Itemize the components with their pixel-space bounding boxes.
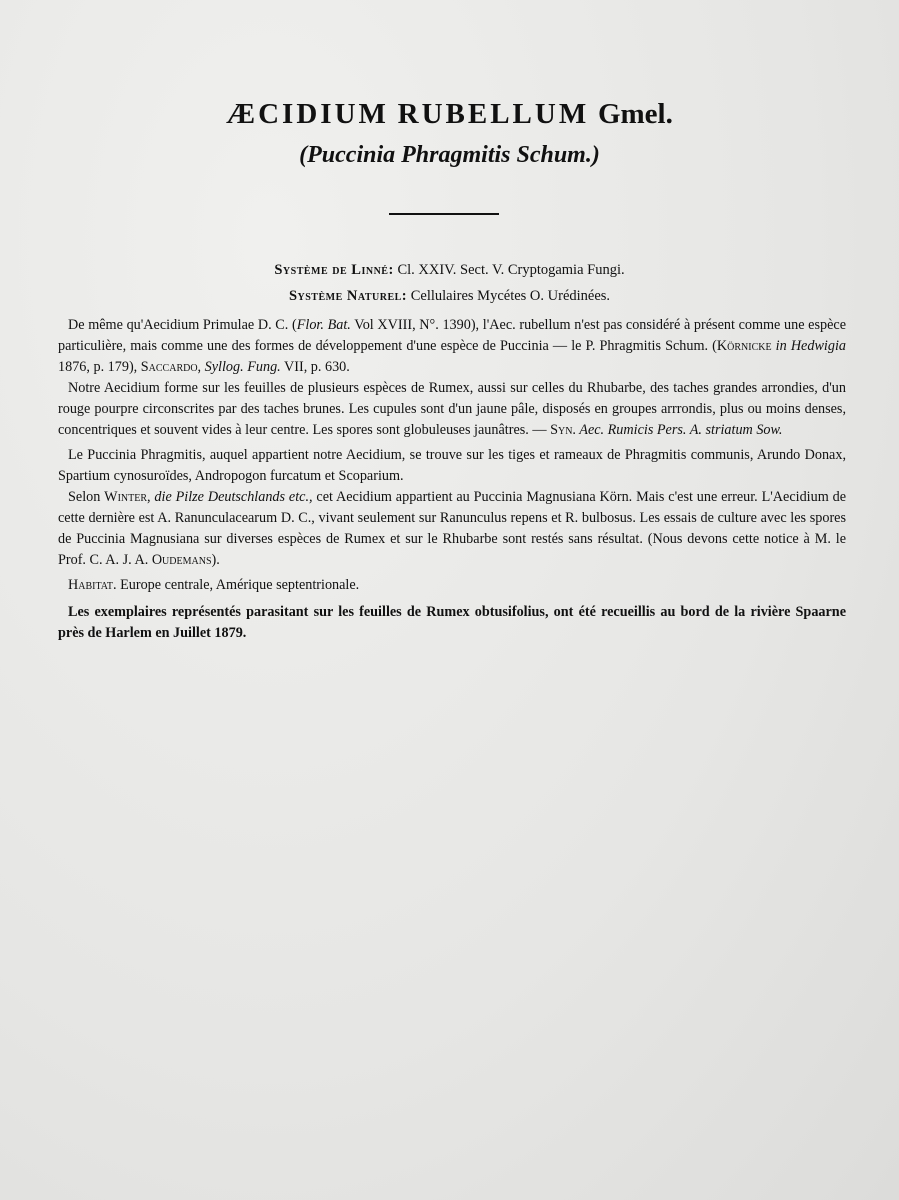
paragraph-2	[58, 378, 846, 441]
habitat-text: Europe centrale, Amérique septentrionale.	[116, 577, 360, 593]
p4-text-b: cet Aecidium appartient au Puccinia Magnusiana Körn. Mais c'est une erreur. L'Aecidium de cette dernière est A. Ranunculacearum D. C., vivant seulement sur Ranunculus repens et R. bulbosus. Les essais de culture avec les spores de Puccinia Magnusiana sur diverses espèces de Rumex et sur le Rhubarbe sont restés sans résultat. (Nous devons cette notice à M. le Prof. C. A. J. A.	[58, 489, 846, 568]
paragraph-1	[58, 315, 846, 378]
p2-syn: Syn.	[550, 422, 576, 438]
p1-text-c: 1876, p. 179),	[58, 359, 141, 375]
paragraph-6: Les exemplaires représentés parasitant sur les feuilles de Rumex obtusifolius, ont été recueillis au bord de la rivière Spaarne près de Harlem en Juillet 1879.	[58, 604, 846, 641]
p2-text-a: Notre Aecidium forme sur les feuilles de plusieurs espèces de Rumex, aussi sur celles du Rhubarbe, des taches grandes arrondies, d'un rouge pourpre circonscrites par des taches brunes. Les cupules sont d'un jaune pâle, disposés en groupes arrrondis, plus ou moins denses, concentriques et souvent vides à leur centre. Les spores sont globuleuses jaunâtres. —	[58, 380, 846, 438]
title-divider	[389, 213, 499, 215]
systeme-linne-line	[0, 262, 899, 279]
title-species: RUBELLUM	[397, 98, 590, 130]
page-title	[0, 98, 899, 131]
p2-synonyms: Aec. Rumicis Pers. A. striatum Sow.	[575, 422, 783, 438]
p4-text-a: Selon	[68, 489, 105, 505]
p4-oudemans: Oudemans	[151, 552, 212, 568]
p1-flor-bat: Flor. Bat.	[296, 317, 351, 333]
p1-text-b: Vol XVIII, N°. 1390), l'Aec. rubellum n'est pas considéré à présent comme une espèce particulière, mais comme une des formes de développement d'une espèce de Puccinia — le P. Phragmitis Schum. (	[58, 317, 846, 354]
systeme-linne-label: Système de Linné:	[274, 262, 394, 278]
p1-text-d: VII, p. 630.	[280, 359, 350, 375]
habitat-label: Habitat.	[68, 577, 117, 593]
title-author: Gmel.	[597, 98, 673, 130]
p1-hedwigia: in Hedwigia	[771, 338, 846, 354]
paragraph-4	[58, 487, 846, 571]
systeme-linne-text: Cl. XXIV. Sect. V. Cryptogamia Fungi.	[397, 262, 625, 278]
systeme-naturel-line	[0, 288, 899, 305]
systeme-naturel-label: Système Naturel:	[288, 288, 408, 304]
p1-syllog: Syllog. Fung.	[201, 359, 281, 375]
p4-text-c: ).	[211, 552, 220, 568]
p1-saccardo: Saccardo,	[140, 359, 202, 375]
habitat-paragraph	[58, 575, 846, 596]
page-subtitle: (Puccinia Phragmitis Schum.)	[299, 142, 600, 168]
body-text	[58, 315, 846, 644]
p1-kornicke: Körnicke	[716, 338, 772, 354]
p4-pilze: die Pilze Deutschlands etc.,	[150, 489, 313, 505]
systeme-naturel-text: Cellulaires Mycétes O. Urédinées.	[410, 288, 611, 304]
paragraph-3: Le Puccinia Phragmitis, auquel appartient notre Aecidium, se trouve sur les tiges et rameaux de Phragmitis communis, Arundo Donax, Spartium cynosuroïdes, Andropogon furcatum et Scoparium.	[58, 447, 846, 484]
title-genus: ÆCIDIUM	[226, 98, 389, 130]
p4-winter: Winter,	[104, 489, 151, 505]
p1-text-a: De même qu'Aecidium Primulae D. C. (	[68, 317, 297, 333]
